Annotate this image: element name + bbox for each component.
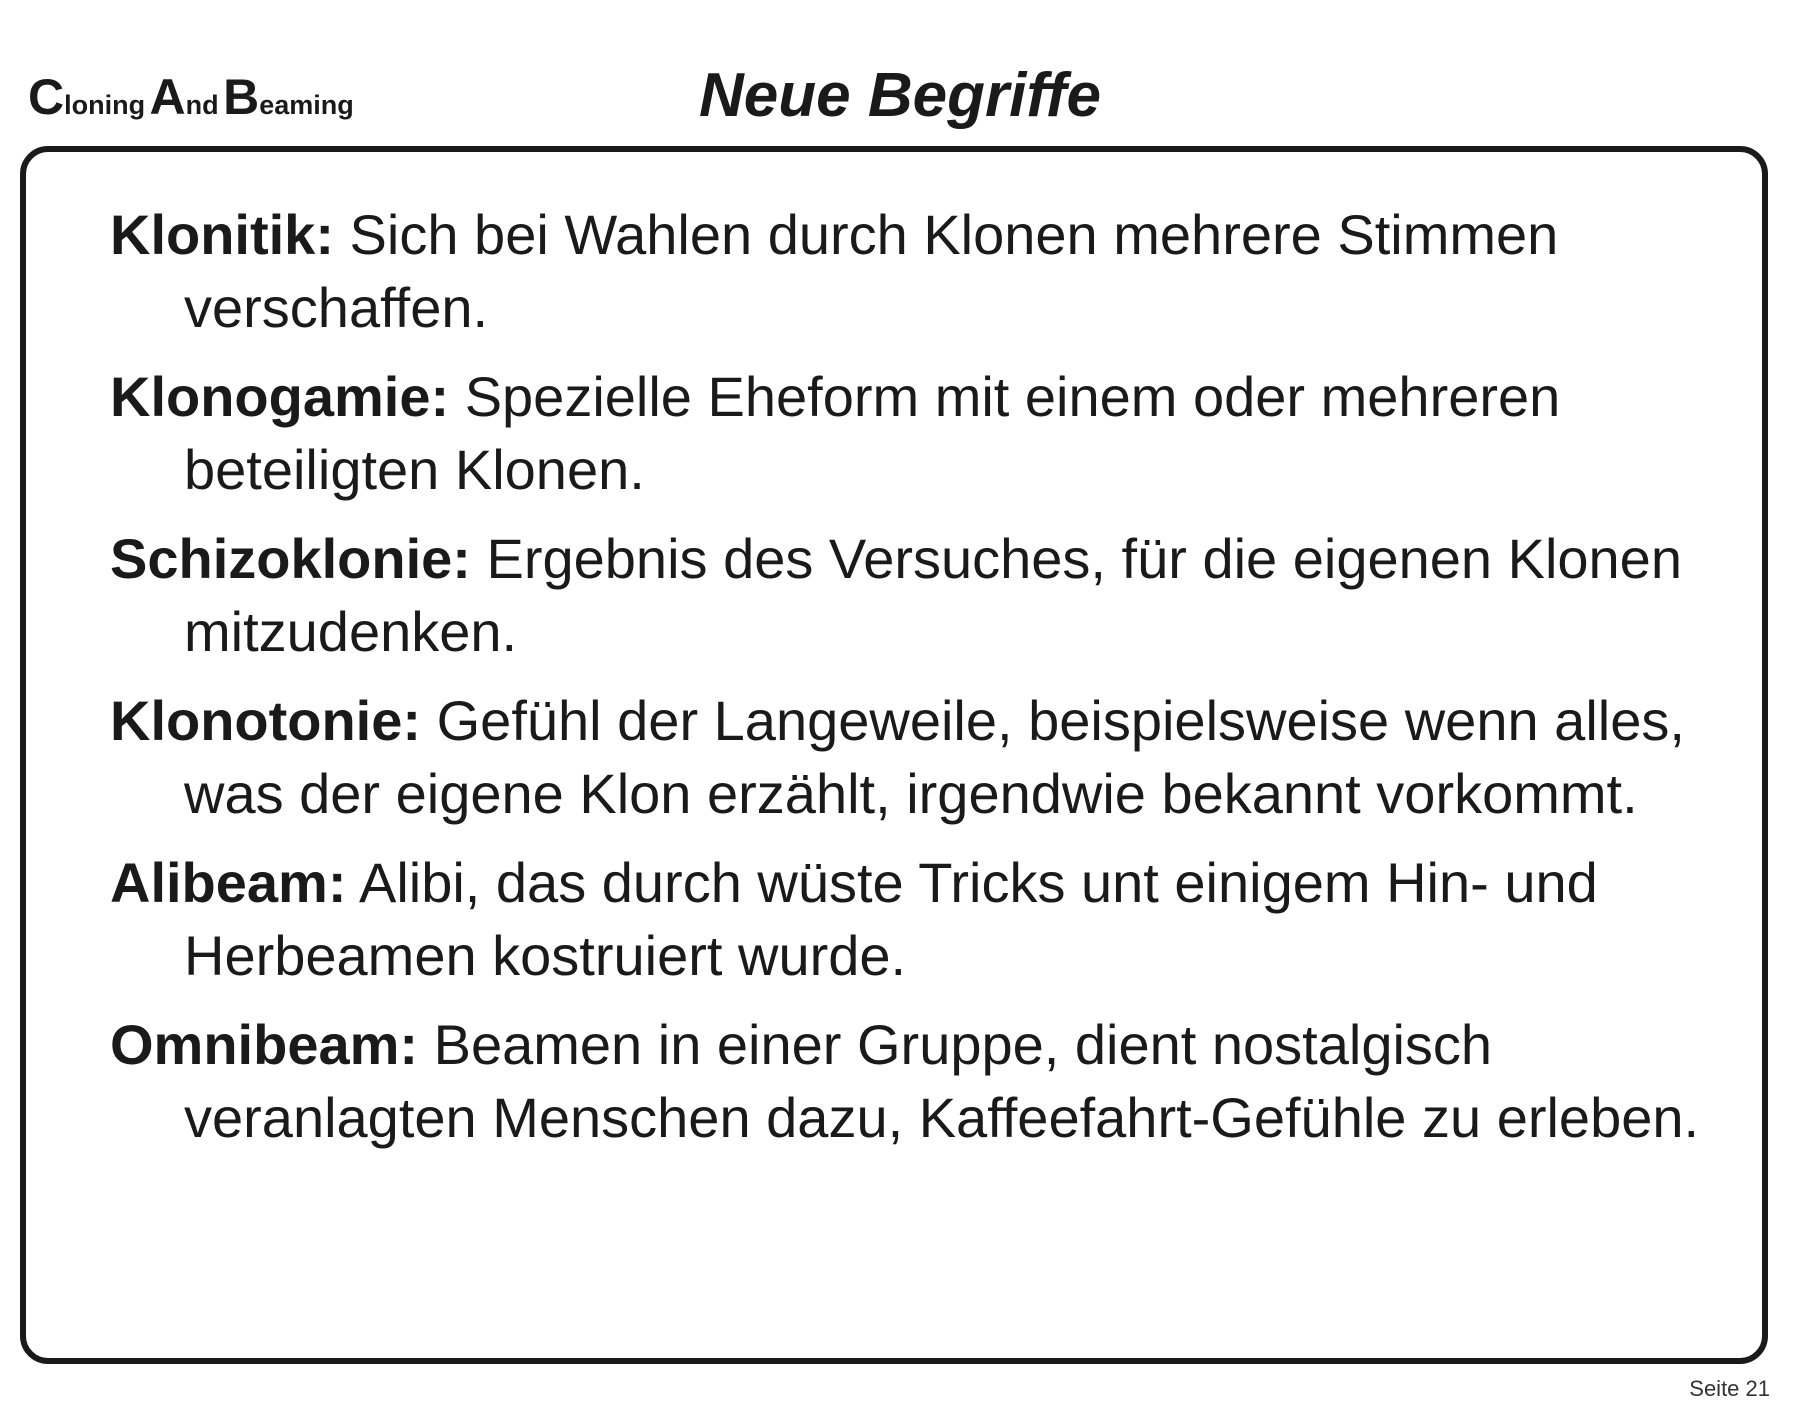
term-word: Klonogamie:	[110, 365, 450, 428]
term-entry	[110, 198, 1702, 344]
logo-letter-a: A	[149, 69, 186, 125]
term-entry	[110, 1008, 1702, 1154]
logo-letter-c: C	[28, 69, 65, 125]
term-definition: Alibi, das durch wüste Tricks unt einigem Hin- und Herbeamen kostruiert wurde.	[184, 851, 1598, 987]
term-definition: Ergebnis des Versuches, für die eigenen Klonen mitzudenken.	[184, 527, 1682, 663]
logo-text-loning: loning	[64, 90, 146, 120]
term-entry	[110, 522, 1702, 668]
term-word: Klonitik:	[110, 203, 334, 266]
term-word: Alibeam:	[110, 851, 347, 914]
term-definition: Sich bei Wahlen durch Klonen mehrere Stimmen verschaffen.	[184, 203, 1559, 339]
term-entry	[110, 360, 1702, 506]
logo-letter-b: B	[223, 69, 260, 125]
term-definition: Spezielle Eheform mit einem oder mehreren beteiligten Klonen.	[184, 365, 1561, 501]
term-word: Schizoklonie:	[110, 527, 471, 590]
term-definition: Gefühl der Langeweile, beispielsweise wenn alles, was der eigene Klon erzählt, irgendwie bekannt vorkommt.	[184, 689, 1685, 825]
term-entry	[110, 684, 1702, 830]
terms-box	[20, 146, 1768, 1364]
term-entry	[110, 846, 1702, 992]
page-title: Neue Begriffe	[699, 61, 1101, 130]
term-word: Klonotonie:	[110, 689, 422, 752]
term-word: Omnibeam:	[110, 1013, 419, 1076]
page-number: Seite 21	[1689, 1376, 1770, 1401]
logo-text-eaming: eaming	[259, 90, 354, 120]
logo-text-nd: nd	[185, 90, 219, 120]
term-definition: Beamen in einer Gruppe, dient nostalgisch veranlagten Menschen dazu, Kaffeefahrt-Gefühle zu erleben.	[184, 1013, 1700, 1149]
